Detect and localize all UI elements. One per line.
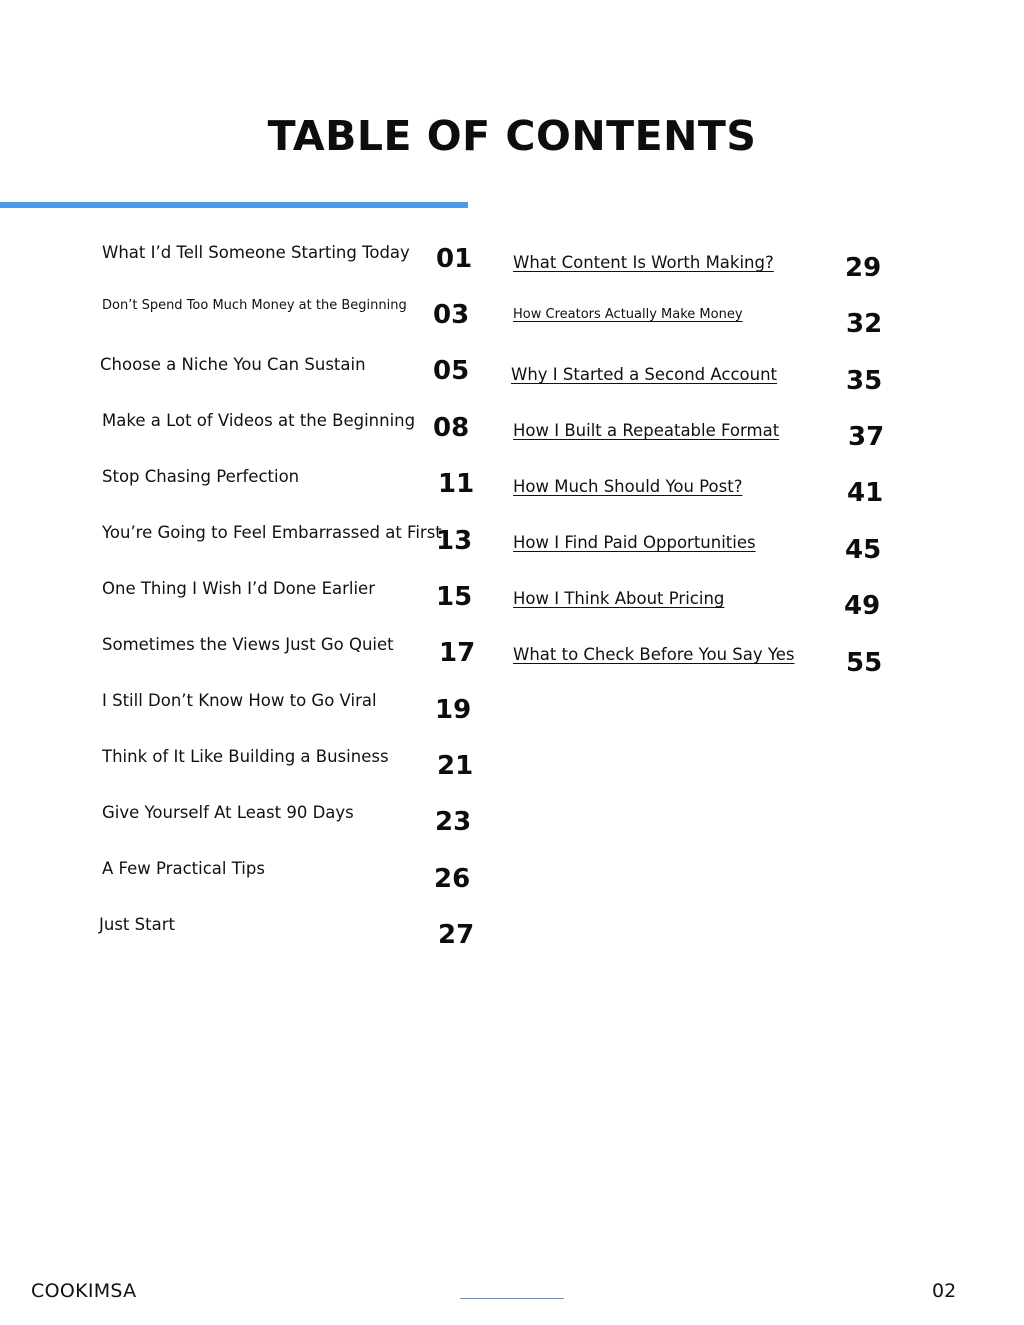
toc-entry-label[interactable]: What I’d Tell Someone Starting Today	[102, 243, 410, 262]
toc-entry-page: 13	[436, 526, 473, 556]
toc-entry-page: 32	[846, 309, 883, 339]
toc-entry-page: 08	[433, 413, 470, 443]
toc-entry-label[interactable]: You’re Going to Feel Embarrassed at First	[102, 523, 442, 542]
toc-entry-label[interactable]: Sometimes the Views Just Go Quiet	[102, 635, 394, 654]
toc-entry-link[interactable]: How I Built a Repeatable Format	[513, 421, 780, 440]
toc-entry-link[interactable]: How Much Should You Post?	[513, 477, 743, 496]
toc-entry-label[interactable]: Think of It Like Building a Business	[102, 747, 389, 766]
toc-entry-label[interactable]: Stop Chasing Perfection	[102, 467, 300, 486]
toc-entry-page: 01	[436, 244, 473, 274]
toc-entry-link[interactable]: What to Check Before You Say Yes	[513, 645, 795, 664]
toc-entry-page: 21	[437, 751, 474, 781]
toc-entry-page: 41	[847, 478, 884, 508]
footer-brand: COOKIMSA	[31, 1280, 137, 1302]
toc-entry-page: 55	[846, 648, 883, 678]
toc-entry-page: 19	[435, 695, 472, 725]
toc-entry-label[interactable]: Don’t Spend Too Much Money at the Beginning	[102, 298, 407, 313]
toc-entry-page: 15	[436, 582, 473, 612]
toc-entry-page: 35	[846, 366, 883, 396]
toc-entry-label[interactable]: I Still Don’t Know How to Go Viral	[102, 691, 377, 710]
toc-entry-link[interactable]: How I Think About Pricing	[513, 589, 725, 608]
toc-entry-page: 49	[844, 591, 881, 621]
toc-entry-page: 03	[433, 300, 470, 330]
footer-divider	[460, 1298, 564, 1299]
toc-entry-label[interactable]: One Thing I Wish I’d Done Earlier	[102, 579, 375, 598]
toc-entry-page: 23	[435, 807, 472, 837]
toc-entry-page: 29	[845, 253, 882, 283]
footer-page-number: 02	[932, 1280, 957, 1302]
toc-entry-link[interactable]: Why I Started a Second Account	[511, 365, 778, 384]
title-accent-bar	[0, 202, 468, 208]
toc-entry-page: 27	[438, 920, 475, 950]
toc-entry-page: 26	[434, 864, 471, 894]
toc-entry-page: 17	[439, 638, 476, 668]
toc-entry-page: 37	[848, 422, 885, 452]
toc-entry-label[interactable]: Make a Lot of Videos at the Beginning	[102, 411, 416, 430]
toc-entry-link[interactable]: How Creators Actually Make Money	[513, 307, 743, 322]
toc-entry-page: 45	[845, 535, 882, 565]
toc-entry-page: 11	[438, 469, 475, 499]
page-title: TABLE OF CONTENTS	[267, 112, 757, 160]
toc-entry-link[interactable]: What Content Is Worth Making?	[513, 253, 774, 272]
toc-entry-label[interactable]: Choose a Niche You Can Sustain	[100, 355, 366, 374]
toc-entry-link[interactable]: How I Find Paid Opportunities	[513, 533, 756, 552]
toc-entry-page: 05	[433, 356, 470, 386]
toc-entry-label[interactable]: Give Yourself At Least 90 Days	[102, 803, 354, 822]
toc-entry-label[interactable]: A Few Practical Tips	[102, 859, 265, 878]
toc-entry-label[interactable]: Just Start	[99, 915, 175, 934]
